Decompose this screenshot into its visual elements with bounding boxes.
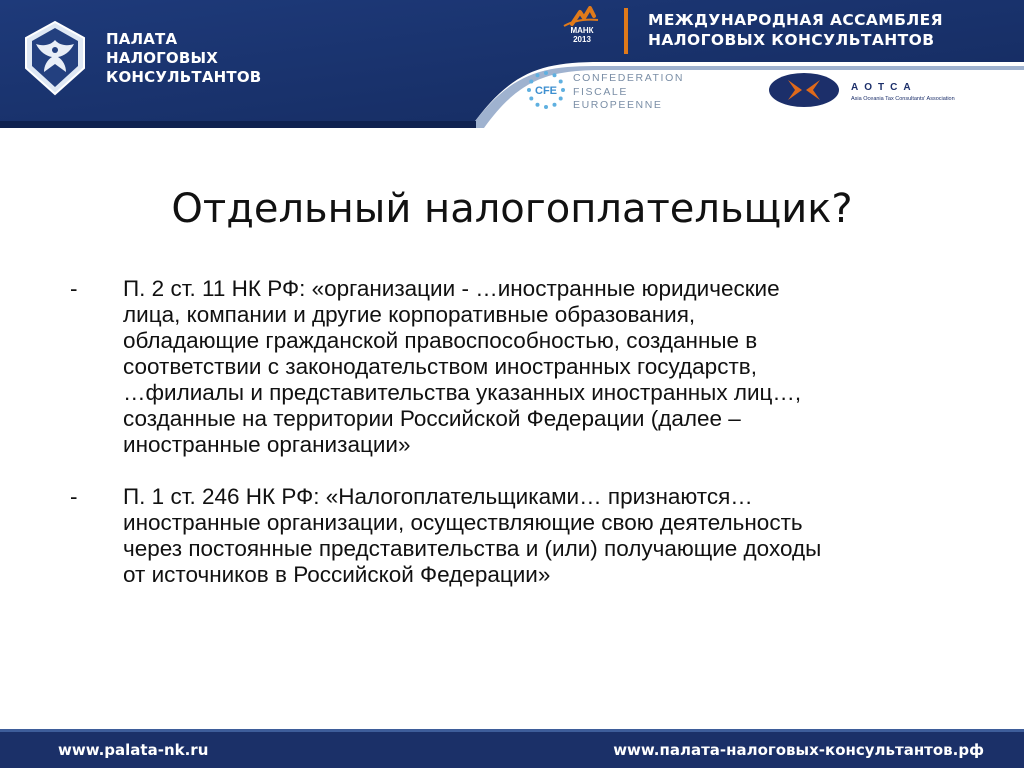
cfe-badge-text: CFE	[535, 85, 557, 97]
bullet-text-line: через постоянные представительства и (или) получающие доходы	[123, 536, 822, 561]
bullet-text-line: П. 2 ст. 11 НК РФ: «организации - …иностранные юридические	[123, 276, 780, 301]
cfe-name	[573, 72, 684, 113]
cfe-name-line: CONFEDERATION	[573, 72, 685, 84]
bullet-item	[70, 276, 950, 458]
bullet-text-line: обладающие гражданской правоспособностью, созданные в	[123, 328, 758, 353]
mank-label	[563, 26, 601, 44]
bullet-text-line: созданные на территории Российской Федерации (далее –	[123, 406, 741, 431]
slide-title: Отдельный налогоплательщик?	[171, 186, 853, 232]
footer-url-rf[interactable]: www.палата-налоговых-консультантов.рф	[613, 741, 984, 759]
aotca-name: AOTCA	[851, 82, 917, 93]
bullet-text-line: …филиалы и представительства указанных иностранных лиц…,	[123, 380, 802, 405]
bullet-item	[70, 484, 950, 588]
bullet-marker: -	[70, 276, 78, 301]
palata-emblem-icon	[22, 20, 88, 96]
slide-header	[0, 0, 1024, 128]
cfe-name-line: FISCALE	[573, 85, 628, 98]
aotca-logo-icon	[768, 72, 840, 108]
mank-label-line: МАНК	[570, 26, 594, 35]
org-name-line: ПАЛАТА	[106, 30, 178, 48]
bullet-text-line: иностранные организации, осуществляющие свою деятельность	[123, 510, 803, 535]
org-name-line: КОНСУЛЬТАНТОВ	[106, 68, 262, 86]
cfe-name-line: EUROPEENNE	[573, 99, 663, 111]
bullet-text-line: соответствии с законодательством иностранных государств,	[123, 354, 757, 379]
header-divider	[624, 8, 628, 54]
assembly-title-line: МЕЖДУНАРОДНАЯ АССАМБЛЕЯ	[648, 11, 943, 29]
palata-org-name	[106, 30, 261, 87]
bullet-marker: -	[70, 484, 78, 509]
mank-label-line: 2013	[573, 35, 591, 44]
bullet-list	[70, 276, 950, 588]
slide-footer	[0, 729, 1024, 768]
assembly-title-line: НАЛОГОВЫХ КОНСУЛЬТАНТОВ	[648, 31, 935, 49]
assembly-title	[648, 10, 943, 50]
bullet-text-line: от источников в Российской Федерации»	[123, 562, 551, 587]
aotca-subtitle: Asia Oceania Tax Consultants' Association	[851, 96, 955, 102]
bullet-text-line: иностранные организации»	[123, 432, 411, 457]
cfe-stars-logo-icon	[526, 70, 566, 110]
bullet-text-line: П. 1 ст. 246 НК РФ: «Налогоплательщиками… признаются…	[123, 484, 753, 509]
bullet-text-line: лица, компании и другие корпоративные образования,	[123, 302, 696, 327]
org-name-line: НАЛОГОВЫХ	[106, 49, 219, 67]
footer-url-palata[interactable]: www.palata-nk.ru	[58, 741, 209, 759]
